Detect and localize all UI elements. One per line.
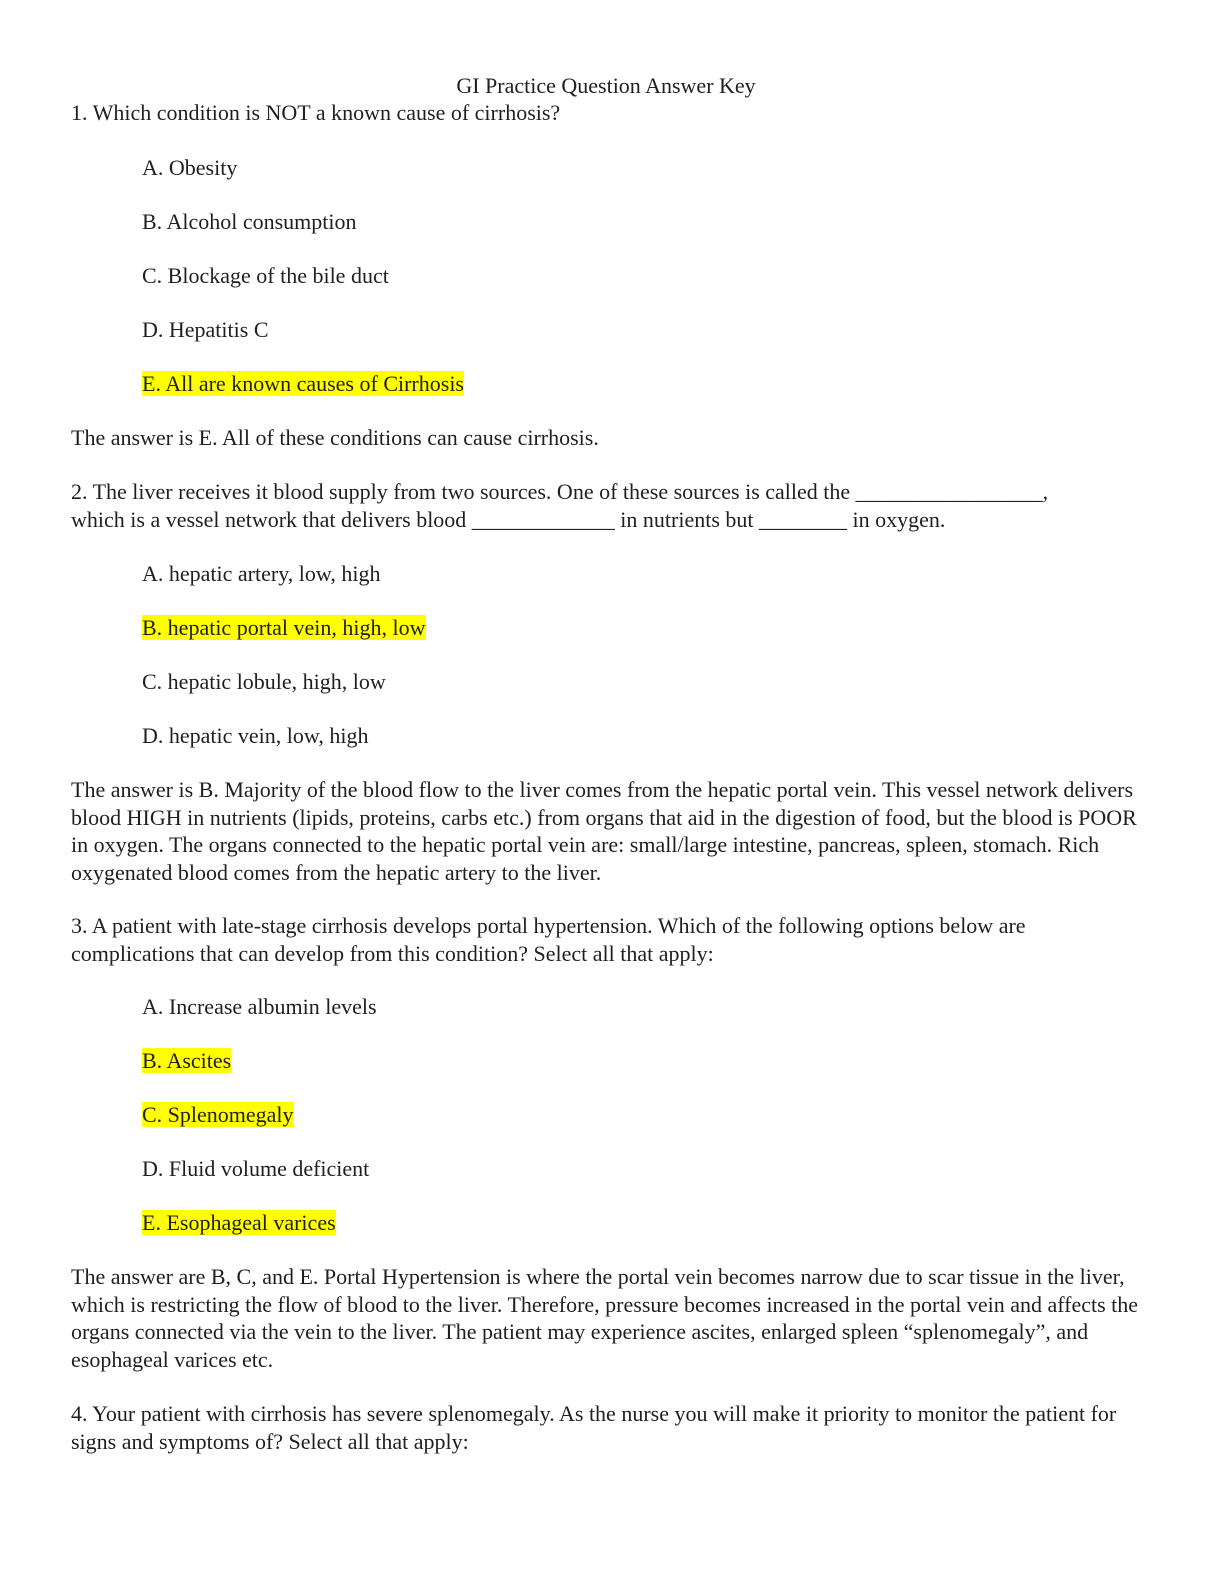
question-2-answer: The answer is B. Majority of the blood flow to the liver comes from the hepatic portal vein. This vessel network delivers blood HIGH in nutrients (lipids, proteins, carbs etc.) from organs that aid in the digestion of food, but the blood is POOR in oxygen. The organs connected to the hepatic portal vein are: small/large intestine, pancreas, spleen, stomach. Rich oxygenated blood comes from the hepatic artery to the liver. bbox=[71, 777, 1137, 885]
answer-highlight: E. All are known causes of Cirrhosis bbox=[142, 371, 464, 396]
question-3-text: 3. A patient with late-stage cirrhosis develops portal hypertension. Which of the following options below are complications that can develop from this condition? Select all that apply: bbox=[71, 913, 1026, 966]
question-2-option-a: A. hepatic artery, low, high bbox=[142, 561, 381, 586]
answer-highlight: B. Ascites bbox=[142, 1048, 232, 1073]
question-2-option-d: D. hepatic vein, low, high bbox=[142, 723, 369, 748]
answer-highlight: C. Splenomegaly bbox=[142, 1102, 294, 1127]
question-2-option-c: C. hepatic lobule, high, low bbox=[142, 669, 386, 694]
question-3-option-d: D. Fluid volume deficient bbox=[142, 1156, 370, 1181]
question-3-option-a: A. Increase albumin levels bbox=[142, 994, 377, 1019]
question-1-option-b: B. Alcohol consumption bbox=[142, 209, 357, 234]
question-1-option-e bbox=[142, 370, 464, 397]
question-1-answer: The answer is E. All of these conditions can cause cirrhosis. bbox=[71, 425, 599, 450]
question-4-text: 4. Your patient with cirrhosis has severe splenomegaly. As the nurse you will make it priority to monitor the patient for signs and symptoms of? Select all that apply: bbox=[71, 1401, 1117, 1454]
question-2-text-line-1: 2. The liver receives it blood supply from two sources. One of these sources is called the _________________, bbox=[71, 479, 1049, 504]
question-3-option-e bbox=[142, 1209, 336, 1236]
question-3-option-c bbox=[142, 1101, 294, 1128]
question-1-option-d: D. Hepatitis C bbox=[142, 317, 269, 342]
question-3-answer: The answer are B, C, and E. Portal Hypertension is where the portal vein becomes narrow due to scar tissue in the liver, which is restricting the flow of blood to the liver. Therefore, pressure becomes increased in the portal vein and affects the organs connected via the vein to the liver. The patient may experience ascites, enlarged spleen “splenomegaly”, and esophageal varices etc. bbox=[71, 1264, 1139, 1372]
question-1-option-c: C. Blockage of the bile duct bbox=[142, 263, 389, 288]
question-1-option-a: A. Obesity bbox=[142, 155, 238, 180]
question-2-text-line-2: which is a vessel network that delivers blood _____________ in nutrients but ________ in oxygen. bbox=[71, 507, 946, 532]
answer-highlight: B. hepatic portal vein, high, low bbox=[142, 615, 426, 640]
question-2-option-b bbox=[142, 614, 426, 641]
document-title: GI Practice Question Answer Key bbox=[456, 73, 756, 98]
question-1-text: 1. Which condition is NOT a known cause of cirrhosis? bbox=[71, 100, 561, 125]
answer-highlight: E. Esophageal varices bbox=[142, 1210, 336, 1235]
question-3-option-b bbox=[142, 1047, 231, 1074]
